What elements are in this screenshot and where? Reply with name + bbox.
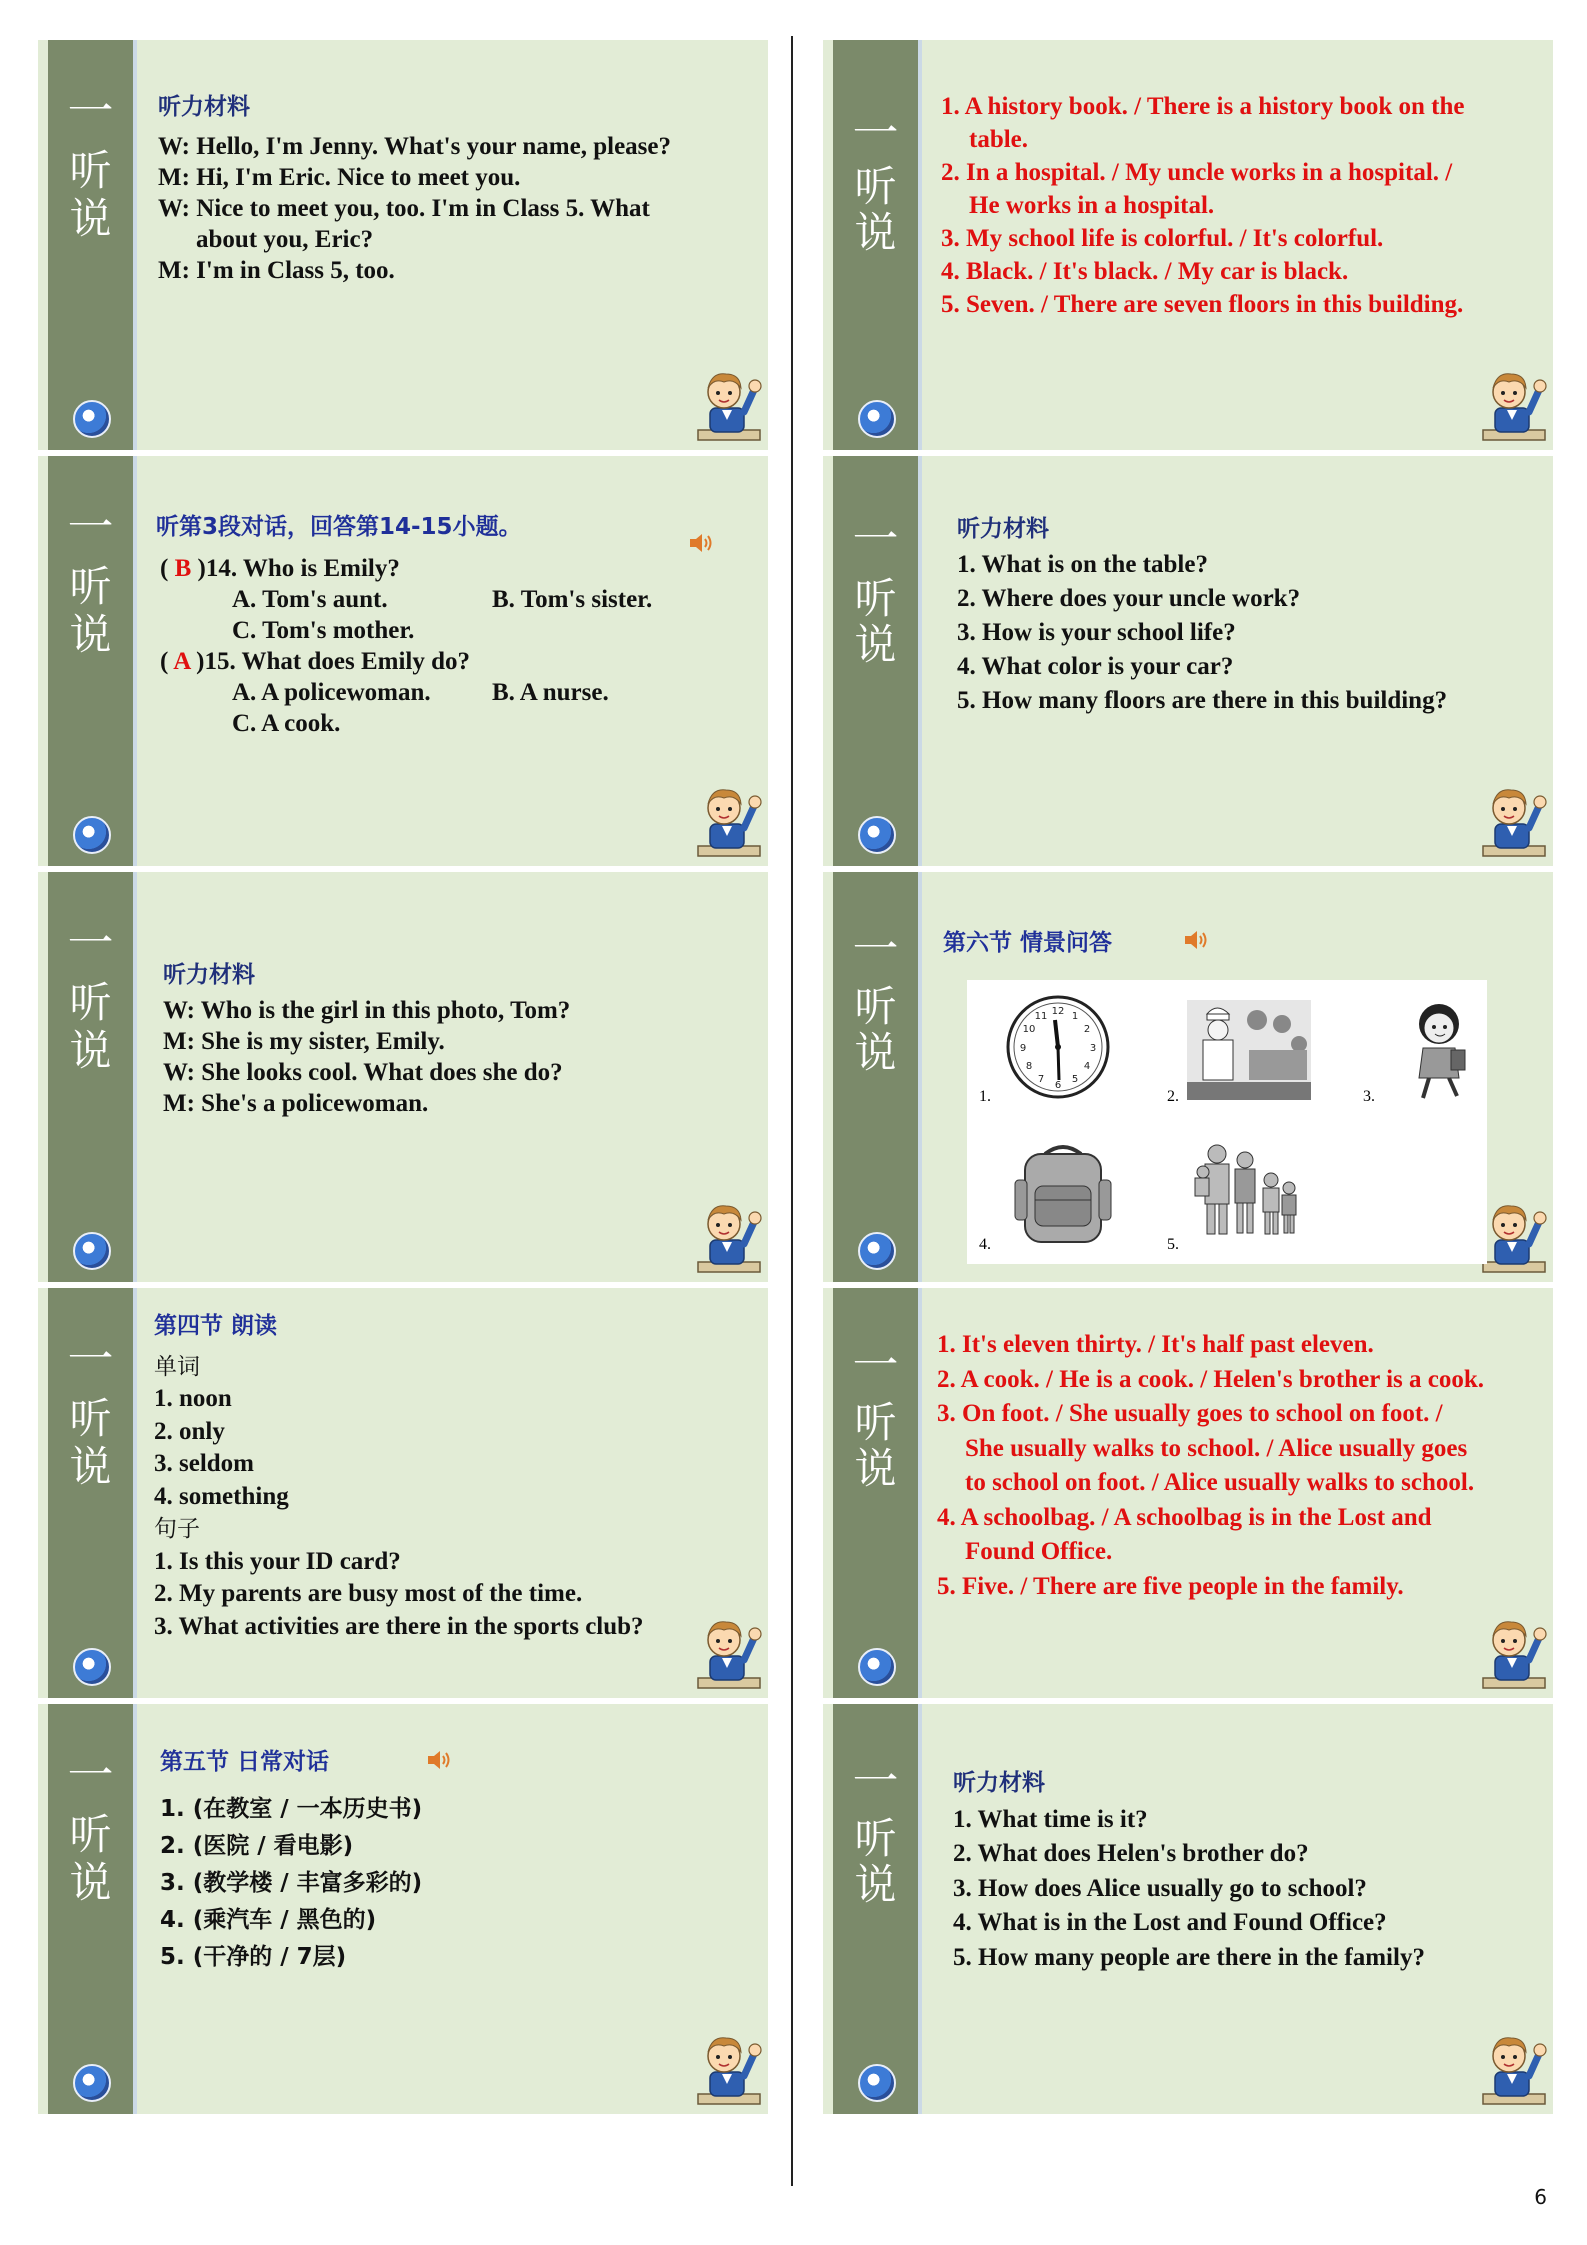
rail-char-ting: 听 (69, 978, 112, 1027)
clock-picture (1003, 992, 1113, 1102)
words-label: 单词 (154, 1353, 200, 1380)
globe-logo-icon (858, 400, 896, 438)
option-b: B. A nurse. (492, 679, 609, 706)
word-item: 3. seldom (154, 1450, 254, 1477)
student-cartoon-icon (1479, 1196, 1549, 1276)
clock-number: 2 (1083, 1024, 1091, 1035)
rail-char-ting: 听 (854, 1814, 897, 1863)
student-cartoon-icon (694, 2028, 764, 2108)
option-a: A. A policewoman. (232, 679, 431, 706)
answer-line: 1. It's eleven thirty. / It's half past eleven. (937, 1331, 1374, 1358)
sentence-item: 1. Is this your ID card? (154, 1547, 401, 1575)
slide-left-3 (38, 872, 768, 1282)
student-cartoon-icon (1479, 2028, 1549, 2108)
answer-line: She usually walks to school. / Alice usually goes (965, 1434, 1468, 1462)
rail-char-shuo: 说 (69, 194, 112, 243)
girl-walking-picture (1399, 998, 1479, 1102)
answer-line: 2. In a hospital. / My uncle works in a hospital. / (941, 159, 1453, 186)
question-line: 1. What is on the table? (957, 551, 1208, 578)
slide-right-4 (823, 1288, 1553, 1698)
dialog-line: about you, Eric? (196, 226, 374, 253)
rail-char-ting: 听 (69, 1394, 112, 1443)
answer-line: 5. Seven. / There are seven floors in this building. (941, 291, 1464, 318)
option-b: B. Tom's sister. (492, 586, 653, 613)
family-picture (1189, 1140, 1301, 1240)
dialog-line: W: Nice to meet you, too. I'm in Class 5. What (158, 195, 650, 222)
clock-number: 1 (1071, 1011, 1079, 1022)
student-cartoon-icon (1479, 1612, 1549, 1692)
schoolbag-picture (1011, 1140, 1115, 1250)
answer-line: 1. A history book. / There is a history book on the (941, 93, 1465, 120)
picture-label: 3. (1363, 1088, 1375, 1105)
slide-heading: 第四节 朗读 (154, 1313, 278, 1339)
picture-label: 1. (979, 1088, 991, 1105)
option-c: C. Tom's mother. (232, 617, 415, 644)
rail-char-ting: 听 (854, 982, 897, 1031)
dialog-item: 4. (乘汽车 / 黑色的) (160, 1907, 377, 1933)
clock-number: 11 (1034, 1011, 1048, 1022)
clock-number: 9 (1019, 1043, 1027, 1054)
question-line: 3. How is your school life? (957, 619, 1236, 646)
slide-heading: 听力材料 (953, 1770, 1045, 1796)
globe-logo-icon (73, 1648, 111, 1686)
slide-right-3 (823, 872, 1553, 1282)
slide-left-2: 一 听 说 听第3段对话，回答第14-15小题。 ( B )14. Who is Emily? A. Tom's aunt. B. Tom's sister. C. Tom's mother. ( A )15. What does Emily do? A. A policewoman. B. A nurse. C. A cook. (38, 456, 768, 866)
sentence-item: 2. My parents are busy most of the time. (154, 1580, 583, 1607)
slide-heading: 听力材料 (163, 962, 255, 988)
globe-logo-icon (858, 2064, 896, 2102)
rail-char-one: 一 (67, 1748, 114, 1802)
page-number: 6 (1534, 2185, 1547, 2209)
clock-number: 10 (1022, 1024, 1036, 1035)
rail-char-shuo: 说 (69, 1026, 112, 1075)
rail-char-shuo: 说 (69, 610, 112, 659)
picture-label: 2. (1167, 1088, 1179, 1105)
sentences-label: 句子 (154, 1516, 200, 1542)
dialog-line: M: She is my sister, Emily. (163, 1028, 445, 1055)
question-line: 5. How many people are there in the family? (953, 1943, 1425, 1971)
dialog-line: W: Hello, I'm Jenny. What's your name, please? (158, 133, 672, 160)
dialog-item: 2. (医院 / 看电影) (160, 1833, 354, 1859)
rail-char-ting: 听 (69, 146, 112, 195)
question-line: 3. How does Alice usually go to school? (953, 1874, 1367, 1902)
slide-right-1 (823, 40, 1553, 450)
student-cartoon-icon (694, 1196, 764, 1276)
rail-char-one: 一 (852, 106, 899, 160)
rail-char-one: 一 (852, 1338, 899, 1392)
rail-char-one: 一 (67, 1332, 114, 1386)
slide-right-2 (823, 456, 1553, 866)
cook-picture (1187, 1000, 1311, 1100)
rail-char-one: 一 (852, 512, 899, 566)
answer-line: 5. Five. / There are five people in the family. (937, 1572, 1404, 1600)
speaker-icon[interactable] (1183, 928, 1209, 952)
answer-line: Found Office. (965, 1538, 1113, 1565)
option-c: C. A cook. (232, 710, 341, 737)
clock-number: 12 (1051, 1006, 1065, 1017)
globe-logo-icon (73, 2064, 111, 2102)
student-cartoon-icon (694, 780, 764, 860)
globe-logo-icon (858, 1232, 896, 1270)
question-line: 5. How many floors are there in this building? (957, 687, 1448, 714)
slide-right-5 (823, 1704, 1553, 2114)
clock-number: 4 (1083, 1061, 1091, 1072)
question-line: 1. What time is it? (953, 1805, 1148, 1833)
slide-left-5 (38, 1704, 768, 2114)
dialog-item: 3. (教学楼 / 丰富多彩的) (160, 1870, 423, 1896)
dialog-item: 1. (在教室 / 一本历史书) (160, 1796, 423, 1822)
rail-char-one: 一 (852, 1754, 899, 1808)
rail-char-shuo: 说 (854, 1028, 897, 1077)
clock-number: 7 (1037, 1074, 1045, 1085)
rail-char-one: 一 (67, 84, 114, 138)
question-line: 4. What is in the Lost and Found Office? (953, 1909, 1387, 1936)
answer-line: 3. On foot. / She usually goes to school on foot. / (937, 1400, 1443, 1427)
answer-line: table. (969, 126, 1029, 153)
answer-line: 3. My school life is colorful. / It's colorful. (941, 225, 1384, 252)
student-cartoon-icon (1479, 364, 1549, 444)
globe-logo-icon (73, 1232, 111, 1270)
rail-char-shuo: 说 (69, 1858, 112, 1907)
answer-line: 4. A schoolbag. / A schoolbag is in the Lost and (937, 1503, 1432, 1531)
answer-line: to school on foot. / Alice usually walks to school. (965, 1469, 1475, 1496)
picture-panel (967, 980, 1487, 1264)
slide-left-4 (38, 1288, 768, 1698)
rail-char-one: 一 (67, 500, 114, 554)
question-14: )14. Who is Emily? (197, 555, 400, 582)
dialog-item: 5. (干净的 / 7层) (160, 1944, 347, 1970)
answer-15: A (173, 648, 190, 675)
rail-char-shuo: 说 (854, 1860, 897, 1909)
dialog-line: M: She's a policewoman. (163, 1090, 429, 1117)
option-a: A. Tom's aunt. (232, 586, 388, 613)
slide-heading: 第六节 情景问答 (943, 930, 1113, 956)
slide-heading: 听力材料 (158, 94, 250, 120)
globe-logo-icon (73, 400, 111, 438)
rail-char-ting: 听 (854, 1398, 897, 1447)
question-line: 2. Where does your uncle work? (957, 585, 1301, 612)
dialog-line: M: Hi, I'm Eric. Nice to meet you. (158, 164, 521, 191)
word-item: 4. something (154, 1482, 289, 1510)
rail-char-one: 一 (67, 916, 114, 970)
slide-heading: 听第3段对话，回答第14-15小题。 (156, 514, 522, 540)
student-cartoon-icon (1479, 780, 1549, 860)
clock-number: 3 (1089, 1043, 1097, 1054)
rail-char-one: 一 (852, 922, 899, 976)
slide-left-1 (38, 40, 768, 450)
rail-char-shuo: 说 (69, 1442, 112, 1491)
globe-logo-icon (858, 1648, 896, 1686)
answer-line: 4. Black. / It's black. / My car is black. (941, 258, 1349, 285)
clock-number: 8 (1025, 1061, 1033, 1072)
word-item: 1. noon (154, 1385, 232, 1412)
clock-number: 6 (1054, 1080, 1062, 1091)
word-item: 2. only (154, 1417, 225, 1445)
rail-char-ting: 听 (854, 162, 897, 211)
question-15: )15. What does Emily do? (196, 648, 471, 675)
column-divider (791, 36, 793, 2186)
globe-logo-icon (858, 816, 896, 854)
clock-number: 5 (1071, 1074, 1079, 1085)
rail-char-ting: 听 (69, 1810, 112, 1859)
dialog-line: M: I'm in Class 5, too. (158, 257, 395, 284)
sentence-item: 3. What activities are there in the sports club? (154, 1612, 644, 1640)
rail-char-shuo: 说 (854, 620, 897, 669)
rail-char-ting: 听 (854, 574, 897, 623)
student-cartoon-icon (694, 364, 764, 444)
dialog-line: W: She looks cool. What does she do? (163, 1059, 563, 1086)
slide-heading: 第五节 日常对话 (160, 1749, 330, 1775)
slide-heading: 听力材料 (957, 516, 1049, 542)
globe-logo-icon (73, 816, 111, 854)
question-line: 2. What does Helen's brother do? (953, 1840, 1309, 1867)
rail-char-shuo: 说 (854, 1444, 897, 1493)
answer-14: B (174, 555, 192, 582)
question-line: 4. What color is your car? (957, 653, 1234, 680)
answer-line: 2. A cook. / He is a cook. / Helen's brother is a cook. (937, 1365, 1485, 1393)
answer-line: He works in a hospital. (969, 192, 1215, 219)
picture-label: 5. (1167, 1236, 1179, 1253)
rail-char-ting: 听 (69, 562, 112, 611)
rail-char-shuo: 说 (854, 208, 897, 257)
dialog-line: W: Who is the girl in this photo, Tom? (163, 997, 571, 1024)
picture-label: 4. (979, 1236, 991, 1253)
